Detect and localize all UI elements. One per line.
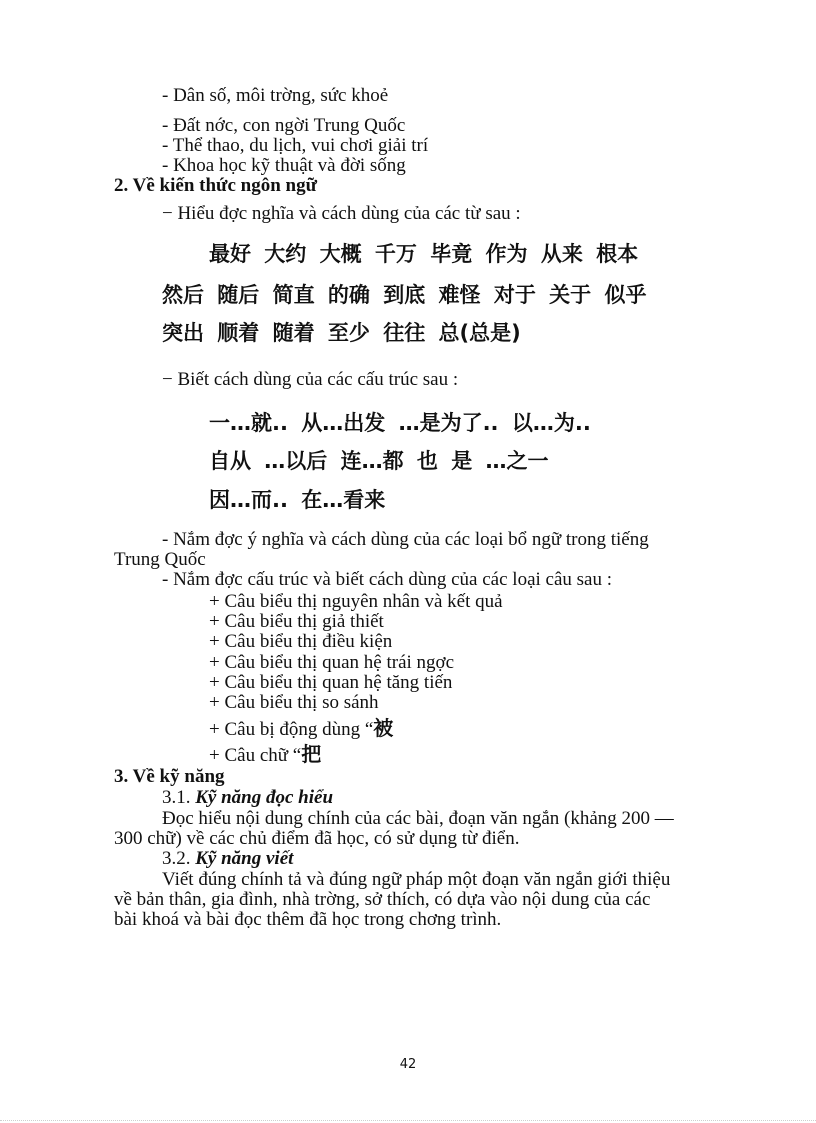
- chinese-structures-line-3: 因…而.. 在…看来: [209, 488, 386, 512]
- sentence-type-comparison: + Câu biểu thị so sánh: [209, 692, 379, 713]
- complement-line-1: - Nắm đợc ý nghĩa và cách dùng của các loại bổ ngữ trong tiếng: [162, 529, 649, 550]
- reading-line-2: 300 chữ) về các chủ điểm đã học, có sử dụng từ điển.: [114, 828, 520, 849]
- sentence-type-passive: [209, 718, 393, 740]
- sentence-types-intro: - Nắm đợc cấu trúc và biết cách dùng của các loại câu sau :: [162, 569, 612, 590]
- section-2-heading: 2. Về kiến thức ngôn ngữ: [114, 175, 317, 196]
- sentence-type-condition: + Câu biểu thị điều kiện: [209, 631, 393, 652]
- page-number: 42: [399, 1057, 417, 1072]
- writing-line-1: Viết đúng chính tả và đúng ngữ pháp một đoạn văn ngắn giới thiệu: [162, 869, 671, 890]
- subsection-3-2-number: 3.2.: [162, 848, 196, 869]
- topic-country: - Đất nớc, con ngời Trung Quốc: [162, 115, 406, 136]
- writing-line-2: về bản thân, gia đình, nhà trờng, sở thích, có dựa vào nội dung của các: [114, 889, 651, 910]
- topic-population: - Dân số, môi trờng, sức khoẻ: [162, 85, 389, 106]
- passive-label: + Câu bị động dùng “: [209, 719, 374, 740]
- structures-intro: − Biết cách dùng của các cấu trúc sau :: [162, 369, 459, 390]
- sentence-type-hypothesis: + Câu biểu thị giả thiết: [209, 611, 384, 632]
- footer-rule: [0, 1120, 816, 1121]
- words-intro: − Hiểu đợc nghĩa và cách dùng của các từ sau :: [162, 203, 521, 224]
- complement-line-2: Trung Quốc: [114, 549, 206, 570]
- chinese-structures-line-2: 自从 …以后 连…都 也 是 …之一: [209, 449, 549, 473]
- topic-science: - Khoa học kỹ thuật và đời sống: [162, 155, 406, 176]
- sentence-type-cause-effect: + Câu biểu thị nguyên nhân và kết quả: [209, 591, 503, 612]
- ba-char: 把: [301, 742, 322, 766]
- chinese-words-line-2: 然后 随后 简直 的确 到底 难怪 对于 关于 似乎: [162, 283, 647, 307]
- writing-line-3: bài khoá và bài đọc thêm đã học trong chơng trình.: [114, 909, 502, 930]
- chinese-words-line-1: 最好 大约 大概 千万 毕竟 作为 从来 根本: [209, 242, 639, 266]
- sentence-type-ba: [209, 744, 321, 766]
- subsection-3-2-heading: [162, 849, 293, 869]
- subsection-3-1-heading: [162, 788, 333, 808]
- chinese-words-line-3: 突出 顺着 随着 至少 往往 总(总是): [162, 321, 521, 345]
- subsection-3-2-title: Kỹ năng viết: [195, 848, 294, 869]
- topic-sports: - Thể thao, du lịch, vui chơi giải trí: [162, 135, 429, 156]
- subsection-3-1-title: Kỹ năng đọc hiểu: [195, 787, 334, 808]
- reading-line-1: Đọc hiểu nội dung chính của các bài, đoạn văn ngắn (khảng 200 —: [162, 808, 674, 829]
- subsection-3-1-number: 3.1.: [162, 787, 196, 808]
- passive-char: 被: [373, 716, 394, 740]
- chinese-structures-line-1: 一…就.. 从…出发 …是为了.. 以…为..: [209, 411, 591, 435]
- sentence-type-progressive: + Câu biểu thị quan hệ tăng tiến: [209, 672, 453, 693]
- section-3-heading: 3. Về kỹ năng: [114, 766, 225, 787]
- ba-label: + Câu chữ “: [209, 745, 302, 766]
- sentence-type-contrast: + Câu biểu thị quan hệ trái ngợc: [209, 652, 455, 673]
